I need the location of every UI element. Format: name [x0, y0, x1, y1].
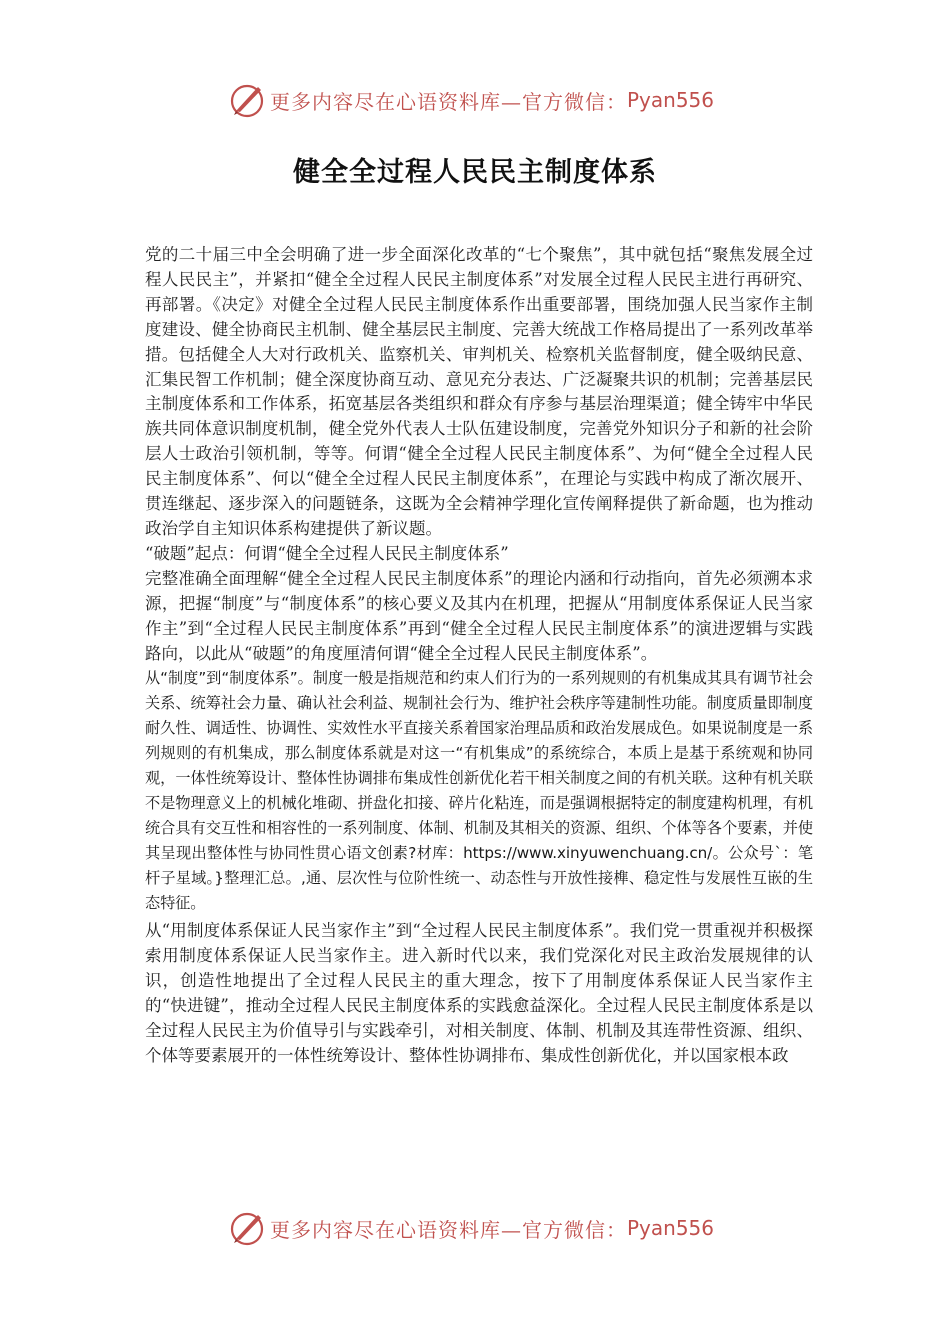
banner-text: 更多内容尽在心语资料库—官方微信： [270, 89, 627, 114]
paragraph-understanding: 完整准确全面理解“健全全过程人民民主制度体系”的理论内涵和行动指向，首先必须溯本求源，把握“制度”与“制度体系”的核心要义及其内在机理，把握从“用制度体系保证人民当家作主”到“全过程人民民主制度体系”再到“健全全过程人民民主制度体系”的演进逻辑与实践路向，以此从“破题”的角度厘清何谓“健全全过程人民民主制度体系”。 [145, 568, 813, 663]
quill-logo-icon [228, 1209, 266, 1247]
paragraph-institution-system: 从“制度”到“制度体系”。制度一般是指规范和约束人们行为的一系列规则的有机集成其具有调节社会关系、统筹社会力量、确认社会利益、规制社会行为、维护社会秩序等建制性功能。制度质量即制度耐久性、调适性、协调性、实效性水平直接关系着国家治理品质和政治发展成色。如果说制度是一系列规则的有机集成，那么制度体系就是对这一“有机集成”的系统综合，本质上是基于系统观和协同观，一体性统筹设计、整体性协调排布集成性创新优化若干相关制度之间的有机关联。这种有机关联不是物理意义上的机械化堆砌、拼盘化扣接、碎片化粘连，而是强调根据特定的制度建构机理，有机统合具有交互性和相容性的一系列制度、体制、机制及其相关的资源、组织、个体等各个要素，并使其呈现出整体性与协同性贯心语文创素?材库：https://www.xinyuwenchuang.cn/。公众号`：笔杆子星域。}整理汇总。,通、层次性与位阶性统一、动态性与开放性接榫、稳定性与发展性互嵌的生态特征。 [145, 669, 813, 913]
paragraph-intro: 党的二十届三中全会明确了进一步全面深化改革的“七个聚焦”，其中就包括“聚焦发展全过程人民民主”，并紧扣“健全全过程人民民主制度体系”对发展全过程人民民主进行再研究、再部署。《决定》对健全全过程人民民主制度体系作出重要部署，围绕加强人民当家作主制度建设、健全协商民主机制、健全基层民主制度、完善大统战工作格局提出了一系列改革举措。包括健全人大对行政机关、监察机关、审判机关、检察机关监督制度，健全吸纳民意、汇集民智工作机制；健全深度协商互动、意见充分表达、广泛凝聚共识的机制；完善基层民主制度体系和工作体系，拓宽基层各类组织和群众有序参与基层治理渠道；健全铸牢中华民族共同体意识制度机制，健全党外代表人士队伍建设制度，完善党外知识分子和新的社会阶层人士政治引领机制，等等。何谓“健全全过程人民民主制度体系”、为何“健全全过程人民民主制度体系”、何以“健全全过程人民民主制度体系”，在理论与实践中构成了渐次展开、贯连继起、逐步深入的问题链条，这既为全会精神学理化宣传阐释提供了新命题，也为推动政治学自主知识体系构建提供了新议题。 [145, 245, 813, 538]
article-body [145, 243, 813, 1069]
header-watermark-banner [228, 80, 728, 120]
banner-wechat-id: Pyan556 [627, 1216, 715, 1240]
quill-logo-icon [228, 81, 266, 119]
banner-text: 更多内容尽在心语资料库—官方微信： [270, 1217, 627, 1242]
banner-wechat-id: Pyan556 [627, 88, 715, 112]
page-title: 健全全过程人民民主制度体系 [293, 157, 657, 188]
footer-watermark-banner [228, 1208, 728, 1248]
section-heading: “破题”起点：何谓“健全全过程人民民主制度体系” [145, 543, 509, 563]
paragraph-whole-process: 从“用制度体系保证人民当家作主”到“全过程人民民主制度体系”。我们党一贯重视并积极探索用制度体系保证人民当家作主。进入新时代以来，我们党深化对民主政治发展规律的认识，创造性地提出了全过程人民民主的重大理念，按下了用制度体系保证人民当家作主的“快进键”，推动全过程人民民主制度体系的实践愈益深化。全过程人民民主制度体系是以全过程人民民主为价值导引与实践牵引，对相关制度、体制、机制及其连带性资源、组织、个体等要素展开的一体性统筹设计、整体性协调排布、集成性创新优化，并以国家根本政 [145, 921, 813, 1065]
